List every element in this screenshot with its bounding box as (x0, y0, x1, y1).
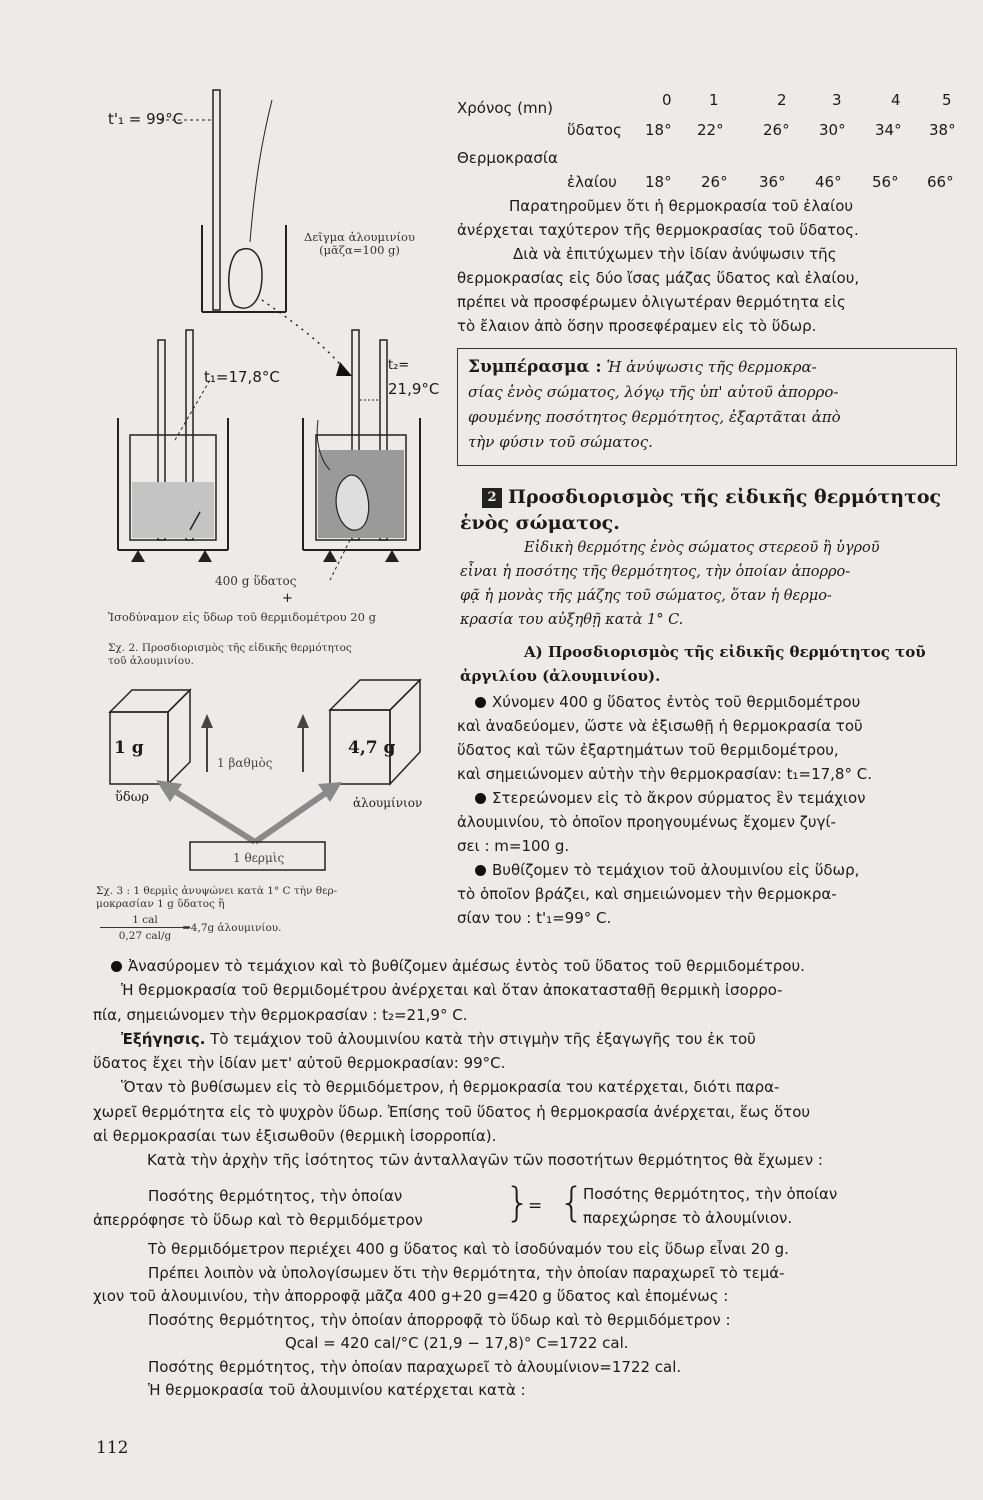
oil-value: 18° (645, 173, 672, 191)
conclusion-box: Συμπέρασμα : Ἡ ἀνύψωσις τῆς θερμοκρα- σίας ἑνὸς σώματος, λόγῳ τῆς ὑπ' αὐτοῦ ἀπορρο- φουμένης ποσότητος θερμότητος, ἐξαρτᾶται ἀπὸ τὴν φύσιν τοῦ σώματος. (457, 348, 957, 466)
sample-label: Δεῖγμα ἀλουμινίου (μᾶζα=100 g) (304, 230, 415, 257)
degree-label: 1 βαθμὸς (217, 756, 273, 770)
time-cell: 5 (942, 91, 952, 109)
water-cube-label: 1 g (114, 738, 144, 758)
equation-block: Ποσότης θερμότητος, τὴν ὁποίαν ἀπερρόφησε τὸ ὕδωρ καὶ τὸ θερμιδόμετρον } = { Ποσότης θερμότητος, τὴν ὁποίαν παρεχώρησε τὸ ἀλουμίνιον. (93, 1180, 838, 1229)
bottom-text: Ἀνασύρομεν τὸ τεμάχιον καὶ τὸ βυθίζομεν ἀμέσως ἐντὸς τοῦ ὕδατος τοῦ θερμιδομέτρου. Ἡ θερμοκρασία τοῦ θερμιδομέτρου ἀνέρχεται καὶ ὅταν ἀποκατασταθῇ θερμικὴ ἰσορρο- πία, σημειώνομεν τὴν θερμοκρασίαν : t₂=21,9° C. Ἐξήγησις. Τὸ τεμάχιον τοῦ ἀλουμινίου κατὰ τὴν στιγμὴν τῆς ἐξαγωγῆς του ἐκ τοῦ ὕδατος ἔχει τὴν ἰδίαν μετ' αὐτοῦ θερμοκρασίαν: 99°C. Ὅταν τὸ βυθίσωμεν εἰς τὸ θερμιδόμετρον, ἡ θερμοκρασία του κατέρχεται, διότι παρα- χωρεῖ θερμότητα εἰς τὸ ψυχρὸν ὕδωρ. Ἐπίσης τοῦ ὕδατος ἡ θερμοκρασία ἀνέρχεται, ἕως ὅτου αἱ θερμοκρασίαι των ἐξισωθοῦν (θερμικὴ ἰσορροπία). Κατὰ τὴν ἀρχὴν τῆς ἰσότητος τῶν ἀνταλλαγῶν τῶν ποσοτήτων θερμότητος θὰ ἔχωμεν : (93, 957, 823, 1170)
t1-label: t₁=17,8°C (204, 368, 280, 386)
water-row (457, 120, 959, 140)
oil-label: ἐλαίου (567, 173, 617, 191)
fraction-numerator: 1 cal (100, 914, 190, 928)
bullet-icon (475, 865, 486, 876)
oil-value: 26° (701, 173, 728, 191)
bullet-icon (475, 697, 486, 708)
time-cell: 2 (777, 91, 787, 109)
fraction-denominator: 0,27 cal/g (118, 930, 172, 942)
oil-value: 66° (927, 173, 954, 191)
water-amount-label: 400 g ὕδατος (215, 574, 297, 588)
conclusion-title: Συμπέρασμα : (468, 357, 602, 377)
t2-label-a: t₂= (388, 358, 410, 373)
t1-prime-label: t'₁ = 99°C (108, 110, 184, 128)
procedure-steps: Χύνομεν 400 g ὕδατος ἐντὸς τοῦ θερμιδομέτρου καὶ ἀναδεύομεν, ὥστε νὰ ἐξισωθῇ ἡ θερμοκρασία τοῦ ὕδατος καὶ τῶν ἐξαρτημάτων τοῦ θερμιδομέτρου, καὶ σημειώνομεν αὐτὴν τὴν θερμοκρασίαν: t₁=17,8° C. Στερεώνομεν εἰς τὸ ἄκρον σύρματος ἓν τεμάχιον ἀλουμινίου, τὸ ὁποῖον προηγουμένως ἔχομεν ζυγί- σει : m=100 g. Βυθίζομεν τὸ τεμάχιον τοῦ ἀλουμινίου εἰς ὕδωρ, τὸ ὁποῖον βράζει, καὶ σημειώνομεν τὴν θερμοκρα- σίαν του : t'₁=99° C. (457, 693, 872, 927)
observation-text: Παρατηροῦμεν ὅτι ἡ θερμοκρασία τοῦ ἐλαίου ἀνέρχεται ταχύτερον τῆς θερμοκρασίας τοῦ ὕδατος. Διὰ νὰ ἐπιτύχωμεν τὴν ἰδίαν ἀνύψωσιν τῆς θερμοκρασίας εἰς δύο ἴσας μάζας ὕδατος καὶ ἐλαίου, πρέπει νὰ προσφέρωμεν ὀλιγωτέραν θερμότητα εἰς τὸ ἔλαιον ἀπὸ ὅσην προσεφέραμεν εἰς τὸ ὕδωρ. (457, 197, 860, 335)
oil-value: 36° (759, 173, 786, 191)
oil-value: 46° (815, 173, 842, 191)
fraction-result: =4,7g ἀλουμινίου. (182, 922, 282, 934)
t2-label-b: 21,9°C (388, 380, 440, 398)
time-cell: 1 (709, 91, 719, 109)
time-row (457, 91, 959, 118)
calorimeter-left (118, 330, 228, 562)
calorimeter-equivalent-label: Ἰσοδύναμον εἰς ὕδωρ τοῦ θερμιδομέτρου 20 g (108, 610, 376, 624)
figure3-caption: Σχ. 3 : 1 θερμὶς ἀνυψώνει κατὰ 1° C τὴν θερ- μοκρασίαν 1 g ὕδατος ἢ (96, 885, 338, 910)
time-cell: 0 (662, 91, 672, 109)
equals-sign: = (528, 1196, 543, 1216)
gray-arrows (156, 780, 342, 842)
temperature-label: Θερμοκρασία (457, 149, 558, 167)
water-value: 26° (763, 121, 790, 139)
oil-row (457, 172, 959, 192)
aluminium-cube-name: ἀλουμίνιον (353, 796, 423, 810)
boiling-water-beaker (202, 90, 286, 312)
figure2-caption: Σχ. 2. Προσδιορισμὸς τῆς εἰδικῆς θερμότητος τοῦ ἀλουμινίου. (108, 642, 352, 667)
water-value: 38° (929, 121, 956, 139)
section-number: 2 (482, 488, 502, 508)
calculation-text: Τὸ θερμιδόμετρον περιέχει 400 g ὕδατος καὶ τὸ ἰσοδύναμόν του εἰς ὕδωρ εἶναι 20 g. Πρέπει λοιπὸν νὰ ὑπολογίσωμεν ὅτι τὴν θερμότητα, τὴν ὁποίαν παραχωρεῖ τὸ τεμά- χιον τοῦ ἀλουμινίου, τὴν ἀπορροφᾷ μᾶζα 400 g+20 g=420 g ὕδατος καὶ ἑπομένως : Ποσότης θερμότητος, τὴν ὁποίαν ἀπορροφᾷ τὸ ὕδωρ καὶ τὸ θερμιδόμετρον : Qcal = 420 cal/°C (21,9 − 17,8)° C=1722 cal. Ποσότης θερμότητος, τὴν ὁποίαν παραχωρεῖ τὸ ἀλουμίνιον=1722 cal. Ἡ θερμοκρασία τοῦ ἀλουμινίου κατέρχεται κατὰ : (93, 1240, 789, 1399)
aluminium-cube-label: 4,7 g (348, 738, 396, 758)
water-value: 18° (645, 121, 672, 139)
right-brace: { (559, 1180, 585, 1226)
water-value: 30° (819, 121, 846, 139)
time-cell: 3 (832, 91, 842, 109)
left-brace: } (505, 1180, 531, 1226)
water-cube-name: ὕδωρ (115, 790, 149, 805)
calorie-label: 1 θερμὶς (233, 851, 285, 865)
water-cube (110, 690, 190, 784)
water-value: 22° (697, 121, 724, 139)
subsection-heading: Α) Προσδιορισμὸς τῆς εἰδικῆς θερμότητος τοῦ ἀργιλίου (ἀλουμινίου). (460, 643, 926, 685)
time-label: Χρόνος (mn) (457, 99, 553, 117)
bullet-icon (475, 793, 486, 804)
section-heading: 2 Προσδιορισμὸς τῆς εἰδικῆς θερμότητος ἑνὸς σώματος. (460, 486, 942, 534)
explanation-title: Ἐξήγησις. (121, 1029, 206, 1048)
water-label: ὕδατος (567, 121, 622, 139)
aluminium-cube (330, 680, 420, 784)
water-value: 34° (875, 121, 902, 139)
time-cell: 4 (891, 91, 901, 109)
definition-text: Εἰδικὴ θερμότης ἑνὸς σώματος στερεοῦ ἢ ὑγροῦ εἶναι ἡ ποσότης τῆς θερμότητος, τὴν ὁποίαν ἀπορρο- φᾷ ἡ μονὰς τῆς μάζης τοῦ σώματος, ὅταν ἡ θερμο- κρασία του αὐξηθῇ κατὰ 1° C. (460, 540, 880, 628)
bullet-icon (111, 961, 122, 972)
oil-value: 56° (872, 173, 899, 191)
page-number: 112 (96, 1438, 129, 1458)
plus-sign: + (282, 591, 293, 606)
